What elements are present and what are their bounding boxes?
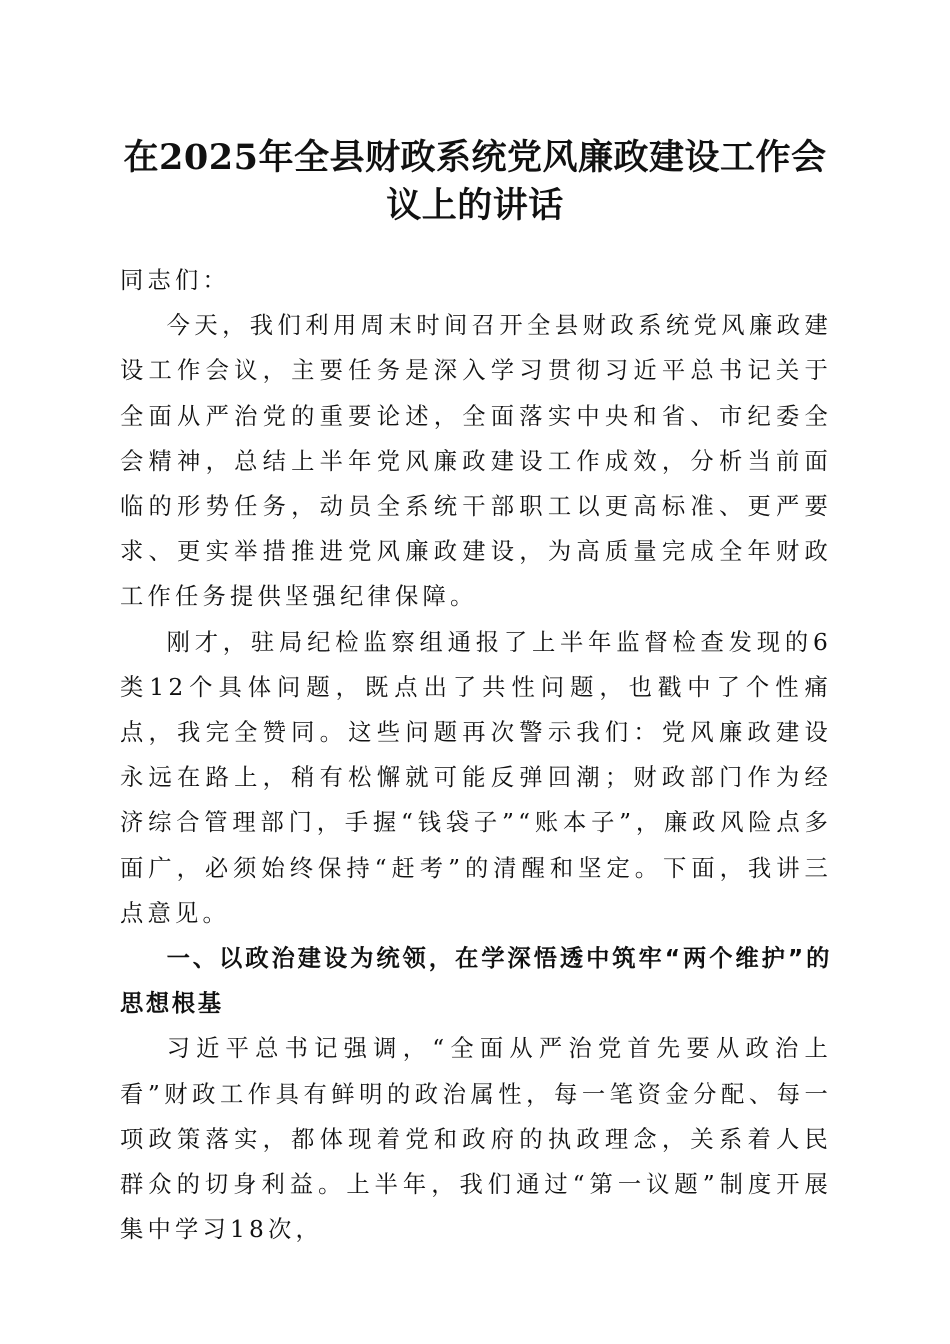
document-title: 在2025年全县财政系统党风廉政建设工作会议上的讲话 <box>123 137 827 226</box>
section-1-paragraph: 习近平总书记强调，“全面从严治党首先要从政治上看”财政工作具有鲜明的政治属性，每一笔资金分配、每一项政策落实，都体现着党和政府的执政理念，关系着人民群众的切身利益。上半年，我们通过“第一议题”制度开展集中学习18次， <box>120 1035 832 1244</box>
document-body <box>120 258 832 1252</box>
paragraph-context: 刚才，驻局纪检监察组通报了上半年监督检查发现的6类12个具体问题，既点出了共性问题，也戳中了个性痛点，我完全赞同。这些问题再次警示我们：党风廉政建设永远在路上，稍有松懈就可能反弹回潮；财政部门作为经济综合管理部门，手握“钱袋子”“账本子”，廉政风险点多面广，必须始终保持“赶考”的清醒和坚定。下面，我讲三点意见。 <box>120 628 832 927</box>
section-heading-1: 一、以政治建设为统领，在学深悟透中筑牢“两个维护”的思想根基 <box>120 945 832 1018</box>
paragraph-opening: 今天，我们利用周末时间召开全县财政系统党风廉政建设工作会议，主要任务是深入学习贯彻习近平总书记关于全面从严治党的重要论述，全面落实中央和省、市纪委全会精神，总结上半年党风廉政建设工作成效，分析当前面临的形势任务，动员全系统干部职工以更高标准、更严要求、更实举措推进党风廉政建设，为高质量完成全年财政工作任务提供坚强纪律保障。 <box>120 312 832 611</box>
salutation: 同志们： <box>120 267 230 294</box>
